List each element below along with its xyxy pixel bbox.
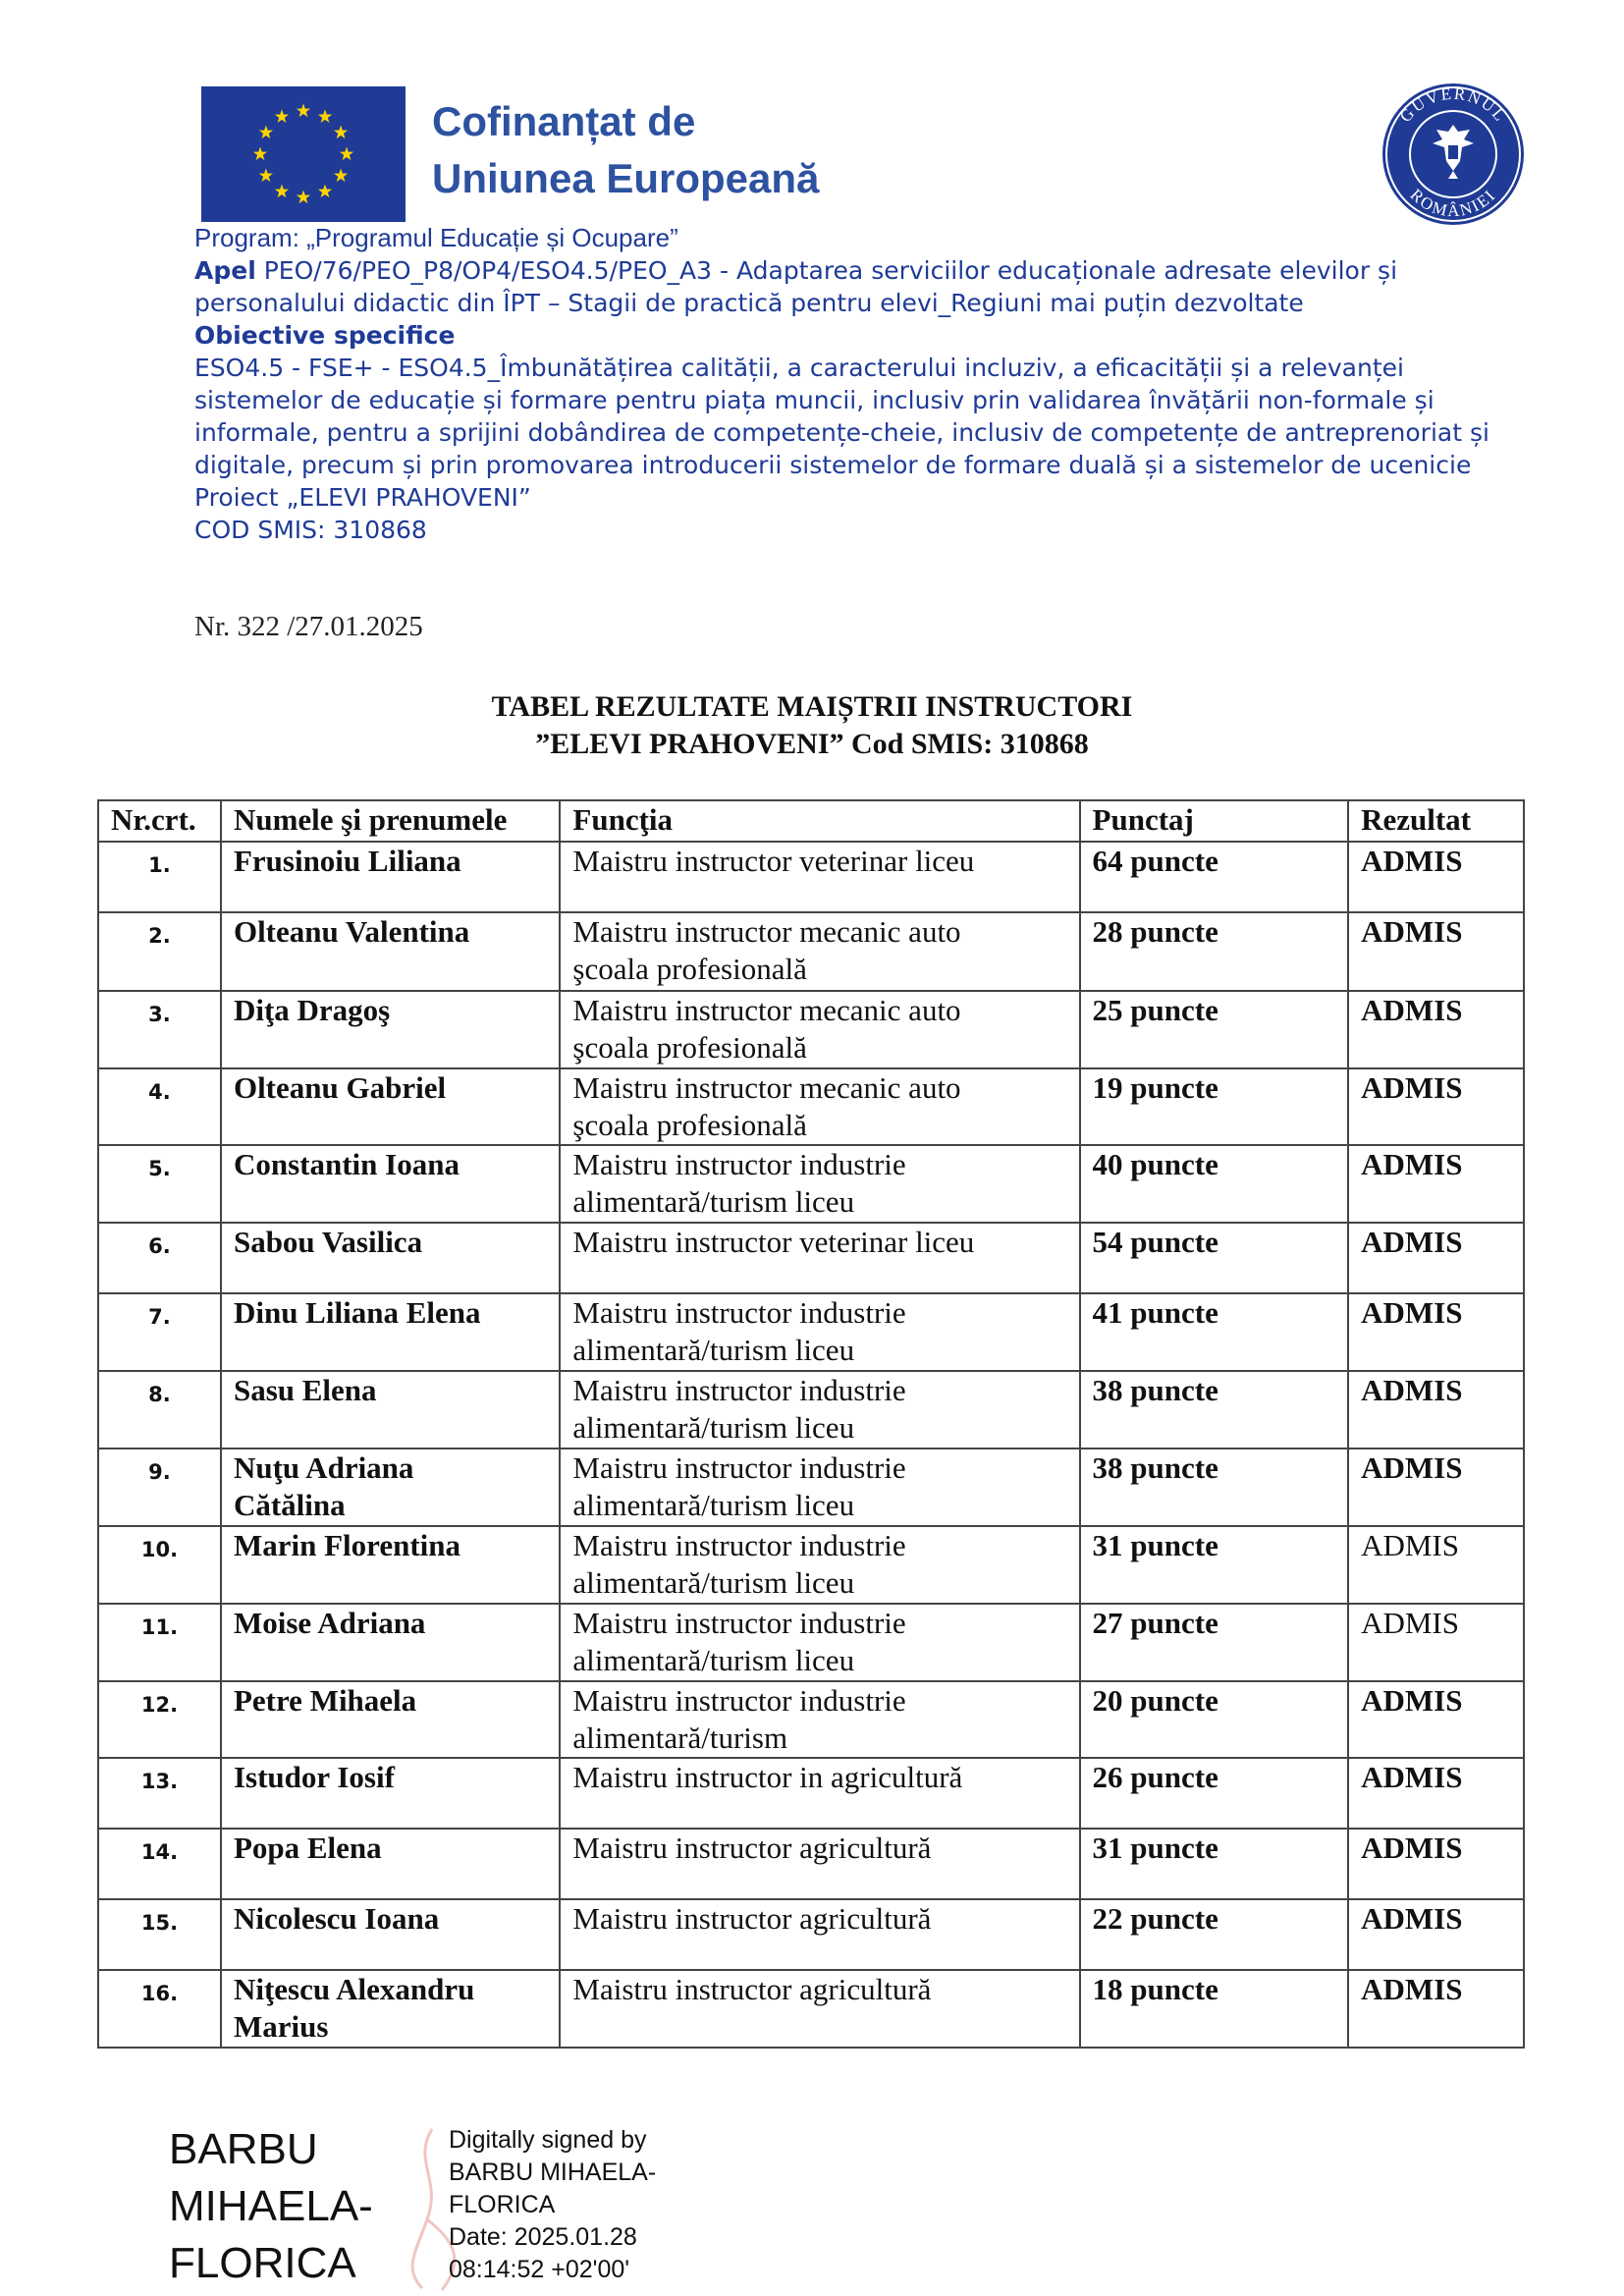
candidate-function-text: Maistru instructor mecanic auto: [572, 914, 961, 949]
candidate-name: [221, 1970, 560, 2048]
objectives-label: Obiective specifice: [194, 321, 456, 350]
candidate-function-text: Maistru instructor agricultură: [572, 1972, 932, 2006]
candidate-points-text: 41 puncte: [1092, 1295, 1218, 1330]
row-number: [98, 1681, 221, 1758]
candidate-function-text: alimentară/turism liceu: [572, 1333, 855, 1367]
candidate-function: [560, 1970, 1079, 2048]
candidate-points-text: 22 puncte: [1092, 1901, 1218, 1936]
candidate-function-text: şcoala profesională: [572, 1030, 807, 1065]
candidate-function-text: alimentară/turism liceu: [572, 1184, 855, 1219]
row-number: [98, 1293, 221, 1371]
candidate-name: [221, 1223, 560, 1293]
candidate-name: [221, 1449, 560, 1526]
candidate-function-text: Maistru instructor industrie: [572, 1147, 906, 1181]
candidate-function-text: Maistru instructor veterinar liceu: [572, 1225, 975, 1259]
candidate-points-text: 38 puncte: [1092, 1450, 1218, 1485]
candidate-points: [1080, 1145, 1349, 1223]
candidate-function: [560, 1526, 1079, 1604]
program-name: Program: „Programul Educație și Ocupare”: [194, 223, 678, 252]
table-row: [98, 842, 1524, 912]
candidate-result: [1348, 1526, 1524, 1604]
candidate-result: [1348, 1604, 1524, 1681]
candidate-result: [1348, 1068, 1524, 1145]
candidate-function: [560, 1899, 1079, 1970]
candidate-function: [560, 991, 1079, 1068]
header-function: Funcţia: [560, 800, 1079, 842]
row-number: [98, 1223, 221, 1293]
candidate-result-text: ADMIS: [1361, 1373, 1463, 1407]
candidate-result: [1348, 842, 1524, 912]
candidate-points: [1080, 1068, 1349, 1145]
candidate-name: [221, 1526, 560, 1604]
candidate-result-text: ADMIS: [1361, 1760, 1463, 1794]
candidate-result-text: ADMIS: [1361, 1606, 1459, 1640]
svg-text:ROMÂNIEI: ROMÂNIEI: [1406, 185, 1500, 221]
candidate-function-text: Maistru instructor agricultură: [572, 1901, 932, 1936]
header-name: Numele şi prenumele: [221, 800, 560, 842]
header-nr: Nr.crt.: [98, 800, 221, 842]
row-number: [98, 1829, 221, 1899]
candidate-result: [1348, 1293, 1524, 1371]
candidate-result-text: ADMIS: [1361, 1295, 1463, 1330]
candidate-name-text: Marin Florentina: [233, 1528, 460, 1562]
candidate-function-text: Maistru instructor industrie: [572, 1450, 906, 1485]
row-number-text: 1.: [148, 853, 171, 877]
candidate-function: [560, 1223, 1079, 1293]
row-number: [98, 1068, 221, 1145]
candidate-result: [1348, 1371, 1524, 1449]
candidate-points: [1080, 1899, 1349, 1970]
candidate-name-text: Niţescu Alexandru: [233, 1972, 475, 2006]
candidate-name-text: Cătălina: [233, 1488, 346, 1522]
row-number-text: 10.: [140, 1538, 179, 1561]
header-result: Rezultat: [1348, 800, 1524, 842]
svg-text:GUVERNUL: GUVERNUL: [1395, 83, 1511, 127]
candidate-result: [1348, 1899, 1524, 1970]
apel-line: [194, 254, 1526, 287]
candidate-function: [560, 1829, 1079, 1899]
candidate-name-text: Constantin Ioana: [233, 1147, 460, 1181]
candidate-name-text: Olteanu Gabriel: [233, 1070, 447, 1105]
table-row: [98, 1681, 1524, 1758]
candidate-points-text: 27 puncte: [1092, 1606, 1218, 1640]
row-number-text: 12.: [140, 1693, 179, 1717]
romania-coat-of-arms-icon: [1380, 81, 1527, 228]
candidate-result-text: ADMIS: [1361, 1901, 1463, 1936]
candidate-points: [1080, 912, 1349, 991]
candidate-name: [221, 1758, 560, 1829]
row-number: [98, 1526, 221, 1604]
candidate-result: [1348, 1829, 1524, 1899]
candidate-result-text: ADMIS: [1361, 1972, 1463, 2006]
table-row: [98, 1449, 1524, 1526]
table-row: [98, 1526, 1524, 1604]
candidate-function-text: alimentară/turism liceu: [572, 1488, 855, 1522]
row-number-text: 9.: [148, 1460, 171, 1484]
candidate-points-text: 18 puncte: [1092, 1972, 1218, 2006]
cofinantat-label: [432, 93, 819, 207]
candidate-points: [1080, 991, 1349, 1068]
candidate-result: [1348, 991, 1524, 1068]
signature-line-2: BARBU MIHAELA-: [449, 2159, 657, 2186]
candidate-name: [221, 1145, 560, 1223]
table-row: [98, 1758, 1524, 1829]
registration-number: Nr. 322 /27.01.2025: [194, 611, 423, 642]
candidate-function-text: Maistru instructor mecanic auto: [572, 1070, 961, 1105]
candidate-result: [1348, 912, 1524, 991]
document-subtitle: ”ELEVI PRAHOVENI” Cod SMIS: 310868: [535, 728, 1089, 760]
objective-line-1: ESO4.5 - FSE+ - ESO4.5_Îmbunătățirea calității, a caracterului incluziv, a eficacității și a relevanței: [194, 354, 1404, 382]
candidate-function: [560, 1068, 1079, 1145]
project-name: Proiect „ELEVI PRAHOVENI”: [194, 483, 531, 512]
candidate-points-text: 19 puncte: [1092, 1070, 1218, 1105]
row-number: [98, 1145, 221, 1223]
row-number-text: 3.: [148, 1003, 171, 1026]
signature-line-1: Digitally signed by: [449, 2126, 647, 2154]
candidate-name-text: Nuţu Adriana: [233, 1450, 414, 1485]
candidate-name: [221, 1681, 560, 1758]
candidate-points: [1080, 1681, 1349, 1758]
candidate-result-text: ADMIS: [1361, 1147, 1463, 1181]
row-number-text: 11.: [140, 1615, 179, 1639]
row-number-text: 2.: [148, 924, 171, 948]
candidate-function: [560, 1449, 1079, 1526]
candidate-result: [1348, 1970, 1524, 2048]
candidate-function-text: alimentară/turism liceu: [572, 1643, 855, 1677]
candidate-points-text: 40 puncte: [1092, 1147, 1218, 1181]
row-number: [98, 1371, 221, 1449]
row-number: [98, 1758, 221, 1829]
digital-signature-details: [449, 2124, 656, 2286]
eu-flag-logo: [201, 86, 406, 222]
candidate-name-text: Frusinoiu Liliana: [233, 844, 461, 878]
candidate-function: [560, 1604, 1079, 1681]
candidate-name: [221, 1371, 560, 1449]
candidate-function: [560, 1371, 1079, 1449]
candidate-result: [1348, 1223, 1524, 1293]
candidate-points-text: 28 puncte: [1092, 914, 1218, 949]
candidate-points: [1080, 1970, 1349, 2048]
candidate-points: [1080, 1371, 1349, 1449]
row-number-text: 14.: [140, 1840, 179, 1864]
candidate-function-text: Maistru instructor industrie: [572, 1606, 906, 1640]
candidate-result: [1348, 1681, 1524, 1758]
objective-line-2: sistemelor de educație și formare pentru piața muncii, inclusiv prin validarea învățării non-formale și: [194, 386, 1435, 414]
eu-stars-icon: [201, 86, 406, 222]
signer-line-1: BARBU: [169, 2125, 318, 2173]
row-number-text: 15.: [140, 1911, 179, 1935]
row-number-text: 13.: [140, 1770, 179, 1793]
candidate-function-text: alimentară/turism liceu: [572, 1565, 855, 1600]
candidate-result-text: ADMIS: [1361, 993, 1463, 1027]
candidate-result: [1348, 1145, 1524, 1223]
results-table: [97, 799, 1525, 2049]
candidate-points-text: 31 puncte: [1092, 1528, 1218, 1562]
row-number: [98, 991, 221, 1068]
row-number: [98, 1449, 221, 1526]
candidate-name: [221, 1293, 560, 1371]
candidate-points: [1080, 1449, 1349, 1526]
guvernul-romaniei-seal: [1380, 81, 1527, 228]
row-number-text: 7.: [148, 1305, 171, 1329]
candidate-points-text: 54 puncte: [1092, 1225, 1218, 1259]
candidate-name-text: Sabou Vasilica: [233, 1225, 423, 1259]
smis-code: COD SMIS: 310868: [194, 516, 427, 544]
candidate-name-text: Olteanu Valentina: [233, 914, 470, 949]
row-number-text: 6.: [148, 1234, 171, 1258]
cofinantat-line2: Uniunea Europeană: [432, 155, 820, 201]
row-number: [98, 1899, 221, 1970]
candidate-name-text: Popa Elena: [233, 1831, 382, 1865]
candidate-function-text: Maistru instructor industrie: [572, 1528, 906, 1562]
candidate-function-text: şcoala profesională: [572, 1108, 807, 1142]
candidate-points-text: 38 puncte: [1092, 1373, 1218, 1407]
candidate-name: [221, 991, 560, 1068]
apel-text-cont: personalului didactic din ÎPT – Stagii de practică pentru elevi_Regiuni mai puțin dezvoltate: [194, 289, 1304, 317]
candidate-points: [1080, 1604, 1349, 1681]
candidate-points-text: 20 puncte: [1092, 1683, 1218, 1718]
candidate-function-text: Maistru instructor industrie: [572, 1683, 906, 1718]
candidate-points-text: 25 puncte: [1092, 993, 1218, 1027]
candidate-function-text: Maistru instructor mecanic auto: [572, 993, 961, 1027]
row-number: [98, 842, 221, 912]
candidate-name-text: Istudor Iosif: [233, 1760, 395, 1794]
candidate-result-text: ADMIS: [1361, 1683, 1463, 1718]
candidate-function-text: Maistru instructor veterinar liceu: [572, 844, 975, 878]
candidate-function: [560, 1293, 1079, 1371]
row-number: [98, 1604, 221, 1681]
table-row: [98, 1223, 1524, 1293]
candidate-name-text: Moise Adriana: [233, 1606, 426, 1640]
candidate-name-text: Nicolescu Ioana: [233, 1901, 440, 1936]
row-number: [98, 1970, 221, 2048]
candidate-result-text: ADMIS: [1361, 914, 1463, 949]
document-title: TABEL REZULTATE MAIȘTRII INSTRUCTORI: [491, 690, 1133, 723]
candidate-points: [1080, 1293, 1349, 1371]
table-row: [98, 1899, 1524, 1970]
candidate-points-text: 64 puncte: [1092, 844, 1218, 878]
signature-time: 08:14:52 +02'00': [449, 2256, 630, 2283]
candidate-name: [221, 912, 560, 991]
program-block: [194, 222, 1526, 546]
candidate-points-text: 31 puncte: [1092, 1831, 1218, 1865]
candidate-name-text: Petre Mihaela: [233, 1683, 417, 1718]
candidate-result-text: ADMIS: [1361, 1070, 1463, 1105]
candidate-name: [221, 1068, 560, 1145]
table-header-row: [98, 800, 1524, 842]
candidate-function-text: şcoala profesională: [572, 952, 807, 986]
objective-line-3: informale, pentru a sprijini dobândirea de competențe-cheie, inclusiv de competențe de antreprenoriat și: [194, 418, 1489, 447]
row-number-text: 5.: [148, 1157, 171, 1180]
candidate-function-text: alimentară/turism liceu: [572, 1410, 855, 1445]
candidate-name: [221, 1829, 560, 1899]
table-row: [98, 1829, 1524, 1899]
candidate-points: [1080, 1526, 1349, 1604]
signer-line-2: MIHAELA-: [169, 2182, 373, 2230]
candidate-points: [1080, 1223, 1349, 1293]
signer-line-3: FLORICA: [169, 2239, 356, 2287]
candidate-name-text: Dinu Liliana Elena: [233, 1295, 481, 1330]
candidate-result-text: ADMIS: [1361, 1831, 1463, 1865]
candidate-name-text: Sasu Elena: [233, 1373, 377, 1407]
candidate-function: [560, 1681, 1079, 1758]
candidate-result-text: ADMIS: [1361, 1450, 1463, 1485]
row-number: [98, 912, 221, 991]
candidate-function-text: Maistru instructor in agricultură: [572, 1760, 963, 1794]
candidate-function-text: Maistru instructor industrie: [572, 1295, 906, 1330]
candidate-function-text: Maistru instructor agricultură: [572, 1831, 932, 1865]
candidate-function-text: Maistru instructor industrie: [572, 1373, 906, 1407]
apel-text: PEO/76/PEO_P8/OP4/ESO4.5/PEO_A3 - Adaptarea serviciilor educaționale adresate elevilor și: [263, 256, 1398, 285]
table-row: [98, 1068, 1524, 1145]
table-row: [98, 1145, 1524, 1223]
row-number-text: 16.: [140, 1982, 179, 2005]
candidate-result-text: ADMIS: [1361, 1528, 1459, 1562]
candidate-function: [560, 842, 1079, 912]
apel-label: Apel: [194, 256, 256, 285]
objective-line-4: digitale, precum și prin promovarea introducerii sistemelor de formare duală și a sistemelor de ucenicie: [194, 451, 1472, 479]
candidate-name-text: Diţa Dragoş: [233, 993, 391, 1027]
row-number-text: 8.: [148, 1383, 171, 1406]
cofinantat-line1: Cofinanțat de: [432, 98, 696, 144]
candidate-result: [1348, 1449, 1524, 1526]
candidate-result-text: ADMIS: [1361, 1225, 1463, 1259]
candidate-name: [221, 842, 560, 912]
signature-line-3: FLORICA: [449, 2191, 556, 2218]
candidate-function-text: alimentară/turism: [572, 1721, 788, 1755]
candidate-function: [560, 1145, 1079, 1223]
table-row: [98, 1293, 1524, 1371]
candidate-result-text: ADMIS: [1361, 844, 1463, 878]
candidate-name: [221, 1899, 560, 1970]
candidate-points-text: 26 puncte: [1092, 1760, 1218, 1794]
table-row: [98, 991, 1524, 1068]
header-points: Punctaj: [1080, 800, 1349, 842]
candidate-points: [1080, 842, 1349, 912]
table-row: [98, 912, 1524, 991]
table-row: [98, 1604, 1524, 1681]
candidate-name-text: Marius: [233, 2009, 329, 2044]
table-row: [98, 1970, 1524, 2048]
signer-name: [169, 2121, 373, 2292]
candidate-function: [560, 912, 1079, 991]
candidate-result: [1348, 1758, 1524, 1829]
signature-date: Date: 2025.01.28: [449, 2223, 637, 2251]
candidate-points: [1080, 1829, 1349, 1899]
row-number-text: 4.: [148, 1080, 171, 1104]
candidate-points: [1080, 1758, 1349, 1829]
candidate-function: [560, 1758, 1079, 1829]
table-row: [98, 1371, 1524, 1449]
candidate-name: [221, 1604, 560, 1681]
